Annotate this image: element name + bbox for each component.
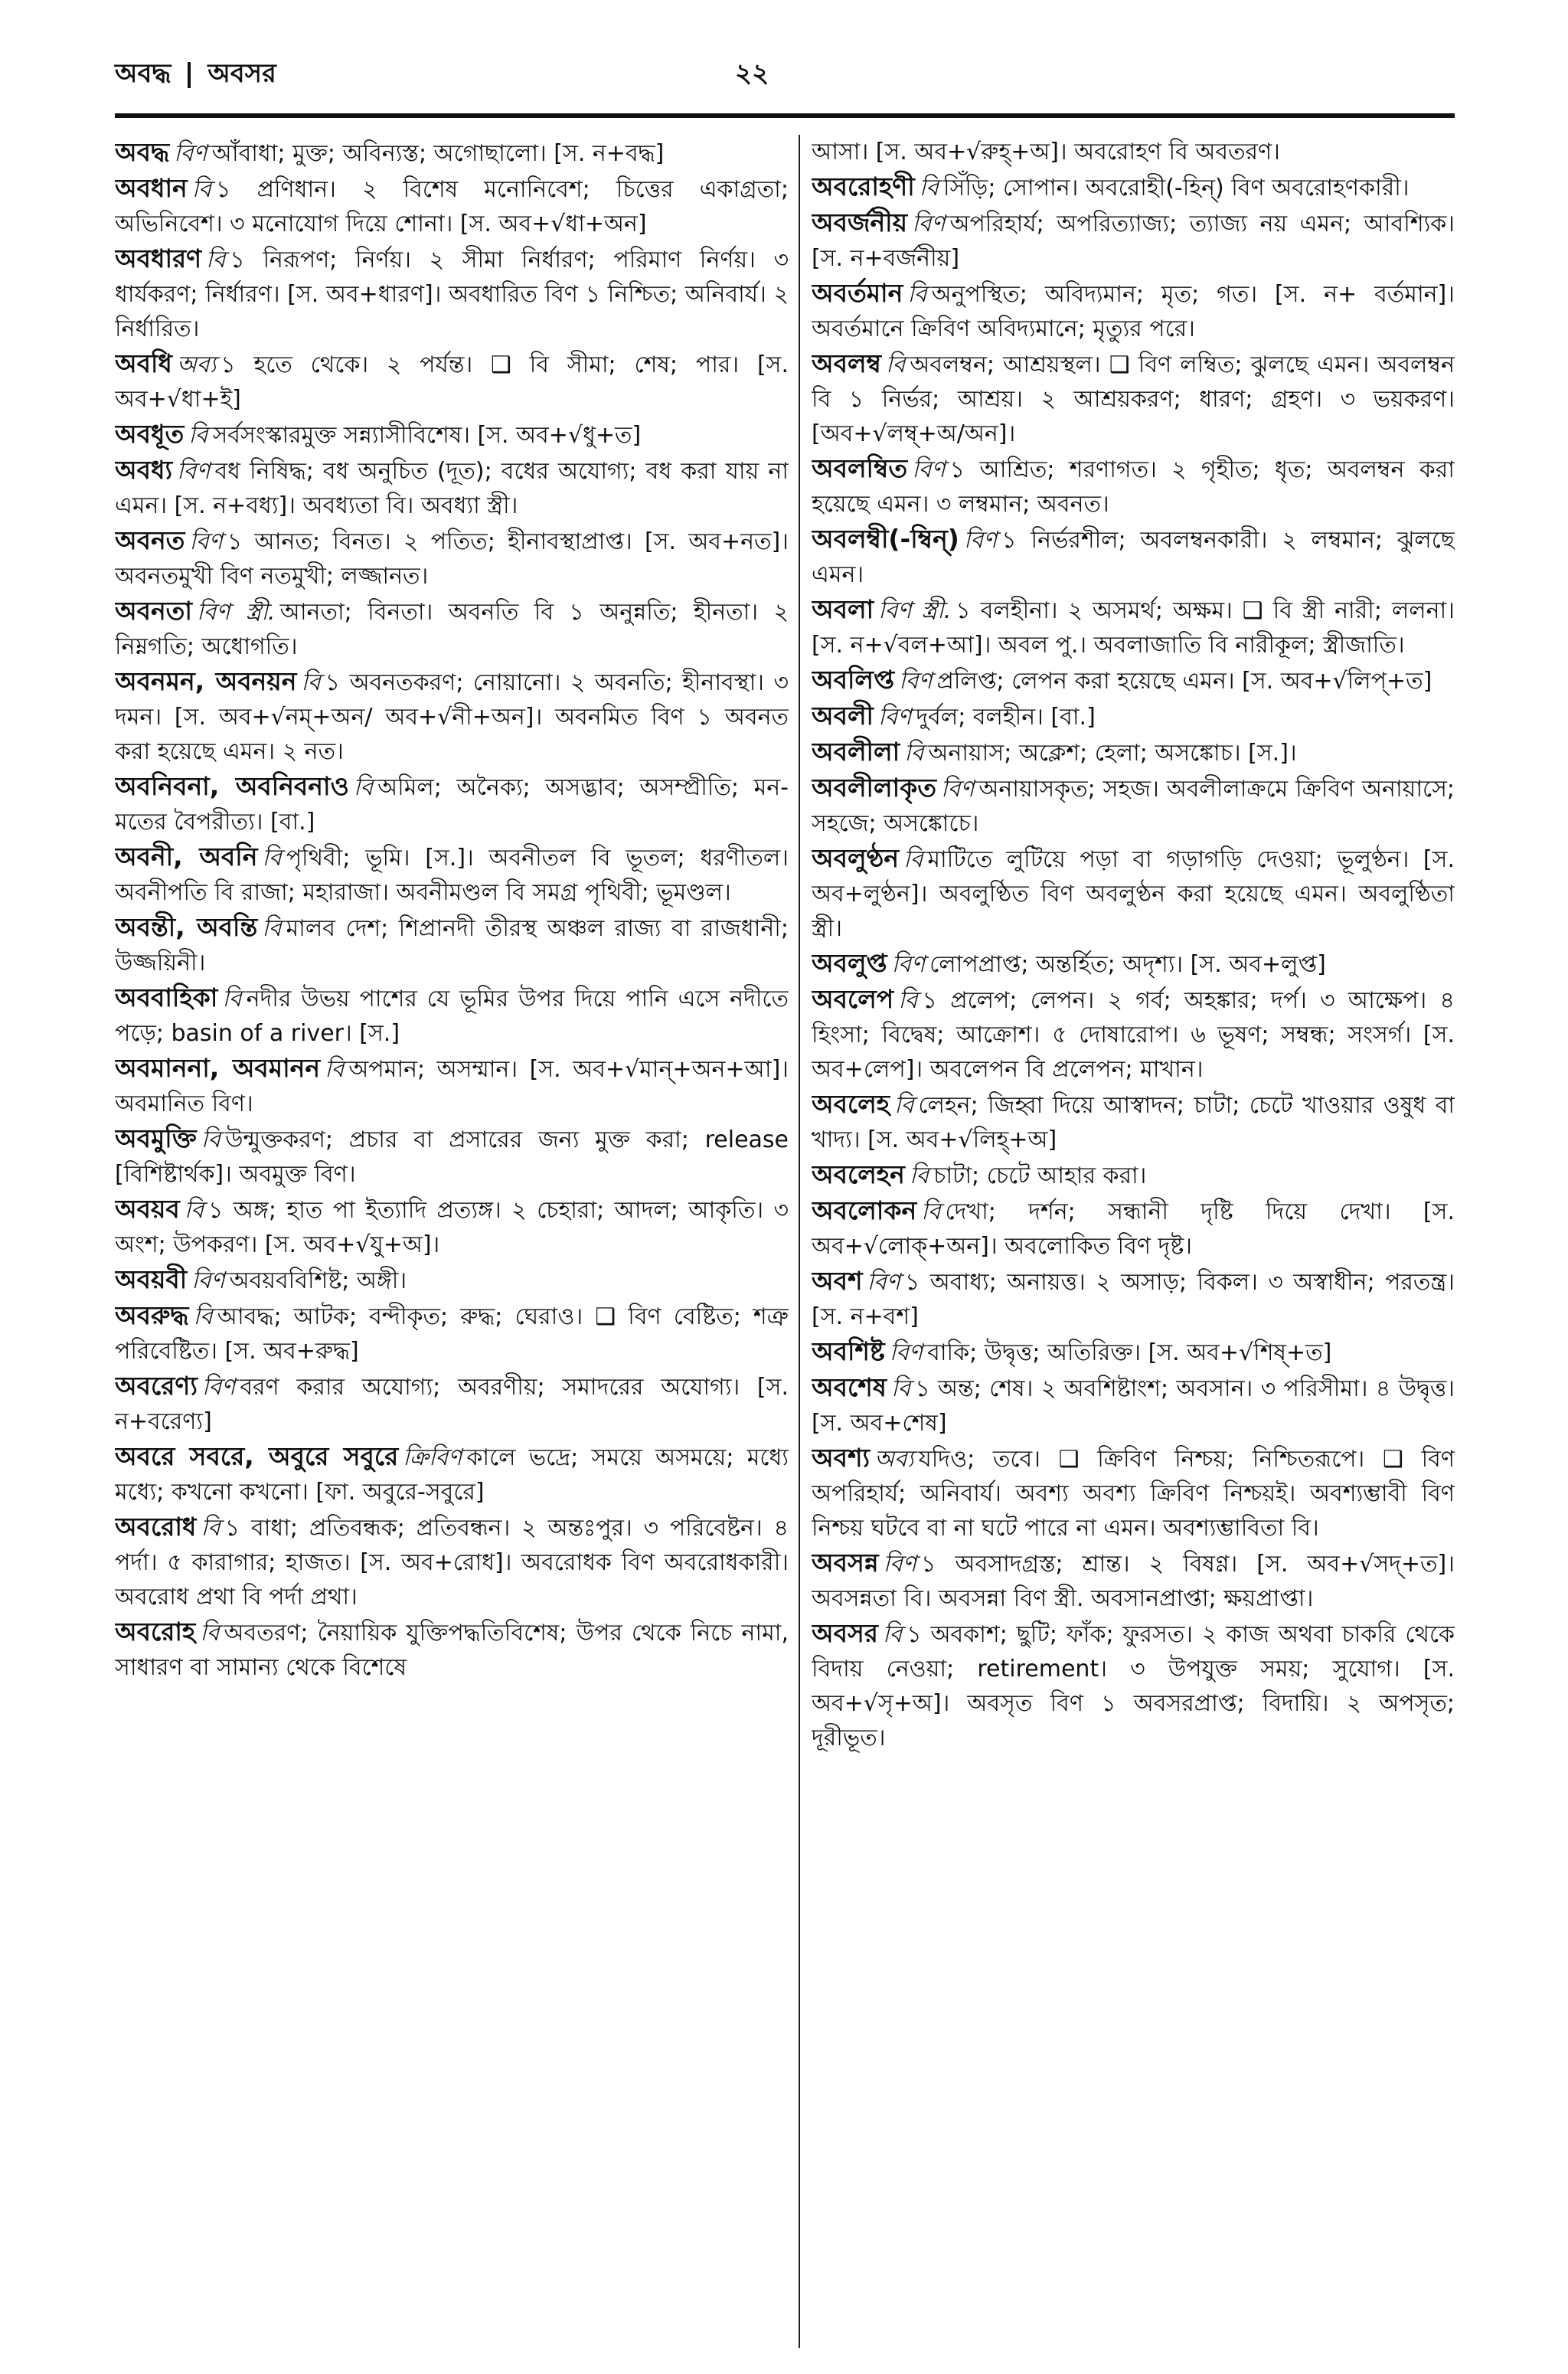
headword: অবরোহণী <box>812 172 915 201</box>
headword: অবলম্বিত <box>812 453 908 483</box>
definition: প্রলিপ্ত; লেপন করা হয়েছে এমন। [স. অব+√লিপ্+ত] <box>936 668 1432 695</box>
dictionary-entry <box>115 135 789 171</box>
headword: অবলেহন <box>812 1159 905 1189</box>
dictionary-entry <box>115 664 789 769</box>
definition: অনায়াস; অক্লেশ; হেলা; অসঙ্কোচ। [স.]। <box>928 740 1297 767</box>
dictionary-entry <box>115 1051 789 1121</box>
definition: ১ আনত; বিনত। ২ পতিত; হীনাবস্থাপ্রাপ্ত। [স. অব+নত]। অবনতমুখী বিণ নতমুখী; লজ্জানত। <box>115 528 789 590</box>
part-of-speech: বিণ <box>201 1374 236 1401</box>
dictionary-entry <box>115 980 789 1051</box>
headword: অবরোধ <box>115 1512 197 1542</box>
dictionary-entry <box>115 1192 789 1262</box>
definition: ১ নিরূপণ; নির্ণয়। ২ সীমা নির্ধারণ; পরিমাণ নির্ণয়। ৩ ধার্যকরণ; নির্ধারণ। [স. অব+ধারণ]। অবধারিত বিণ ১ নিশ্চিত; অনিবার্য। ২ নির্ধারিত। <box>115 247 789 342</box>
headword: অবলেপ <box>812 984 894 1014</box>
definition: দেখা; দর্শন; সন্ধানী দৃষ্টি দিয়ে দেখা। [স. অব+√লোক্+অন]। অবলোকিত বিণ দৃষ্ট। <box>812 1198 1455 1260</box>
dictionary-entry <box>115 910 789 980</box>
part-of-speech: বি <box>262 915 282 942</box>
part-of-speech: বি <box>201 1127 221 1153</box>
part-of-speech: বি <box>909 1162 929 1189</box>
definition: মাটিতে লুটিয়ে পড়া বা গড়াগড়ি দেওয়া; ভূলুণ্ঠন। [স. অব+লুণ্ঠন]। অবলুণ্ঠিত বিণ অবলুণ্ঠন করা হয়েছে এমন। অবলুণ্ঠিতা স্ত্রী। <box>812 846 1455 942</box>
guide-word-last: অবসর <box>207 58 276 89</box>
dictionary-entry <box>812 1157 1455 1193</box>
dictionary-entry <box>812 770 1455 841</box>
dictionary-entry <box>812 982 1455 1087</box>
headword: অবদ্ধ <box>115 137 170 167</box>
part-of-speech: বি <box>353 774 374 801</box>
part-of-speech: বি <box>890 1375 911 1402</box>
dictionary-entry <box>115 1614 789 1685</box>
definition: বধ নিষিদ্ধ; বধ অনুচিত (দূত); বধের অযোগ্য; বধ করা যায় না এমন। [স. ন+বধ্য]। অবধ্যতা বি। অবধ্যা স্ত্রী। <box>115 458 789 519</box>
definition: নদীর উভয় পাশের যে ভূমির উপর দিয়ে পানি এসে নদীতে পড়ে; basin of a river। [স.] <box>115 986 789 1047</box>
definition: সর্বসংস্কারমুক্ত সন্ন্যাসীবিশেষ। [স. অব+√ধু+ত] <box>212 422 642 449</box>
headword: অবসর <box>812 1618 878 1648</box>
definition: লেহন; জিহ্বা দিয়ে আস্বাদন; চাটা; চেটে খাওয়ার ওষুধ বা খাদ্য। [স. অব+√লিহ্+অ] <box>812 1092 1455 1153</box>
definition: আসা। [স. অব+√রুহ্+অ]। অবরোহণ বি অবতরণ। <box>812 139 1280 165</box>
headword: অবলা <box>812 594 874 624</box>
headword: অবধূত <box>115 419 185 449</box>
definition: ১ হতে থেকে। ২ পর্যন্ত। ❑ বি সীমা; শেষ; পার। [স. অব+√ধা+ই] <box>115 352 789 413</box>
definition: কালে ভদ্রে; সময়ে অসময়ে; মধ্যে মধ্যে; কখনো কখনো। [ফা. অবুরে-সবুরে] <box>115 1444 789 1506</box>
part-of-speech: বি <box>184 1197 204 1224</box>
dictionary-entry <box>115 1262 789 1298</box>
dictionary-entry <box>115 453 789 523</box>
definition: ১ প্রণিধান। ২ বিশেষ মনোনিবেশ; চিত্তের একাগ্রতা; অভিনিবেশ। ৩ মনোযোগ দিয়ে শোনা। [স. অব+√ধা+অন] <box>115 176 789 237</box>
headword: অবশিষ্ট <box>812 1336 885 1366</box>
part-of-speech: বিণ <box>940 776 975 803</box>
guide-word-first: অবদ্ধ <box>115 58 172 89</box>
part-of-speech: বি <box>904 740 924 767</box>
definition: উন্মুক্তকরণ; প্রচার বা প্রসারের জন্য মুক্ত করা; release [বিশিষ্টার্থক]। অবমুক্ত বিণ। <box>115 1127 789 1188</box>
definition: ১ অঙ্গ; হাত পা ইত্যাদি প্রত্যঙ্গ। ২ চেহারা; আদল; আকৃতি। ৩ অংশ; উপকরণ। [স. অব+√যু+অ]। <box>115 1197 789 1258</box>
headword: অবধ্য <box>115 455 173 485</box>
definition: মালব দেশ; শিপ্রানদী তীরস্থ অঞ্চল রাজ্য বা রাজধানী; উজ্জয়িনী। <box>115 915 789 976</box>
dictionary-entry <box>115 1121 789 1192</box>
guide-words <box>115 54 276 97</box>
header-rule <box>115 113 1455 118</box>
dictionary-entry <box>115 1509 789 1614</box>
part-of-speech: বি <box>919 175 939 201</box>
part-of-speech: বি <box>903 846 923 873</box>
dictionary-entry <box>812 946 1455 982</box>
headword: অবর্জনীয় <box>812 208 908 237</box>
headword: অবলীলা <box>812 737 900 767</box>
definition: অপরিহার্য; অপরিত্যাজ্য; ত্যাজ্য নয় এমন; আবশ্যিক। [স. ন+বর্জনীয়] <box>812 211 1455 272</box>
dictionary-entry <box>115 839 789 910</box>
part-of-speech: অব্য <box>176 352 217 378</box>
dictionary-entry <box>812 592 1455 662</box>
headword: অবধি <box>115 348 172 378</box>
definition: পৃথিবী; ভূমি। [স.]। অবনীতল বি ভূতল; ধরণীতল। অবনীপতি বি রাজা; মহারাজা। অবনীমণ্ডল বি সমগ্র পৃথিবী; ভূমণ্ডল। <box>115 845 789 906</box>
definition: ১ অন্ত; শেষ। ২ অবশিষ্টাংশ; অবসান। ৩ পরিসীমা। ৪ উদ্বৃত্ত। [স. অব+শেষ] <box>812 1375 1455 1437</box>
page-header <box>115 54 1455 107</box>
part-of-speech: বিণ <box>191 1267 225 1294</box>
headword: অবরুদ্ধ <box>115 1300 189 1330</box>
definition: চাটা; চেটে আহার করা। <box>933 1162 1147 1189</box>
headword: অবশেষ <box>812 1372 887 1402</box>
dictionary-entry <box>812 135 1455 169</box>
dictionary-entry <box>812 1087 1455 1157</box>
part-of-speech: বিণ <box>174 140 207 167</box>
page-number: ২২ <box>735 58 769 89</box>
dictionary-entry <box>812 1616 1455 1755</box>
headword: অবলম্ব <box>812 348 881 378</box>
part-of-speech: বি <box>262 845 282 871</box>
definition: অপমান; অসম্মান। [স. অব+√মান্+অন+আ]। অবমানিত বিণ। <box>115 1056 789 1117</box>
headword: অবলম্বী(-ম্বিন্) <box>812 524 959 554</box>
dictionary-entry <box>115 523 789 594</box>
definition: ১ অবকাশ; ছুটি; ফাঁক; ফুরসত। ২ কাজ অথবা চাকরি থেকে বিদায় নেওয়া; retirement। ৩ উপযুক্ত সময়; সুযোগ। [স. অব+√সৃ+অ]। অবসৃত বিণ ১ অবসরপ্রাপ্ত; বিদায়ি। ২ অপসৃত; দূরীভূত। <box>812 1621 1455 1751</box>
part-of-speech: বিণ <box>177 458 211 485</box>
headword: অবলোকন <box>812 1195 917 1225</box>
definition: ১ বাধা; প্রতিবন্ধক; প্রতিবন্ধন। ২ অন্তঃপুর। ৩ পরিবেষ্টন। ৪ পর্দা। ৫ কারাগার; হাজত। [স. অব+রোধ]। অবরোধক বিণ অবরোধকারী। অবরোধ প্রথা বি পর্দা প্রথা। <box>115 1515 789 1610</box>
dictionary-entry <box>115 346 789 417</box>
headword: অবমাননা, অবমানন <box>115 1053 321 1083</box>
definition: ১ অবনতকরণ; নোয়ানো। ২ অবনতি; হীনাবস্থা। ৩ দমন। [স. অব+√নম্+অন/ অব+√নী+অন]। অবনমিত বিণ ১ অবনত করা হয়েছে এমন। ২ নত। <box>115 669 789 765</box>
part-of-speech: বিণ <box>883 1551 917 1578</box>
right-column <box>812 135 1455 2356</box>
definition: বরণ করার অযোগ্য; অবরণীয়; সমাদরের অযোগ্য। [স. ন+বরেণ্য] <box>115 1374 789 1435</box>
part-of-speech: বি <box>898 987 918 1014</box>
part-of-speech: বি <box>894 1092 914 1119</box>
definition: লোপপ্রাপ্ত; অন্তর্হিত; অদৃশ্য। [স. অব+লুপ্ত] <box>929 951 1326 978</box>
dictionary-entry <box>115 1439 789 1509</box>
headword: অবলুণ্ঠন <box>812 843 900 873</box>
definition: ১ বলহীনা। ২ অসমর্থ; অক্ষম। ❑ বি স্ত্রী নারী; ললনা। [স. ন+√বল+আ]। অবল পু.। অবলাজাতি বি নারীকূল; স্ত্রীজাতি। <box>812 597 1455 659</box>
headword: অবনতা <box>115 596 192 626</box>
headword: অবরোহ <box>115 1617 196 1646</box>
dictionary-entry <box>115 171 789 241</box>
dictionary-entry <box>115 769 789 839</box>
headword: অবশ <box>812 1266 863 1296</box>
headword: অবলিপ্ত <box>812 665 895 695</box>
part-of-speech: বি <box>201 1515 220 1542</box>
definition: অনায়াসকৃত; সহজ। অবলীলাক্রমে ক্রিবিণ অনায়াসে; সহজে; অসঙ্কোচে। <box>812 776 1455 837</box>
dictionary-entry <box>115 594 789 664</box>
dictionary-entry <box>812 276 1455 346</box>
headword: অববাহিকা <box>115 983 218 1012</box>
headword: অবরেণ্য <box>115 1371 198 1401</box>
left-column <box>115 135 789 2356</box>
part-of-speech: বি <box>882 1621 903 1648</box>
part-of-speech: বি <box>188 422 208 449</box>
headword: অবধারণ <box>115 244 202 273</box>
column-divider <box>799 135 800 2348</box>
part-of-speech: বিণ <box>912 211 946 237</box>
headword: অবলেহ <box>812 1089 890 1119</box>
dictionary-entry <box>812 1545 1455 1616</box>
dictionary-entry <box>115 1368 789 1439</box>
headword: অবলীলাকৃত <box>812 773 936 803</box>
part-of-speech: বিণ <box>867 1269 900 1296</box>
definition: অবয়ববিশিষ্ট; অঙ্গী। <box>229 1267 407 1294</box>
guide-separator <box>188 62 191 88</box>
dictionary-entry <box>812 734 1455 770</box>
dictionary-entry <box>812 1440 1455 1545</box>
part-of-speech: বিণ <box>899 668 933 695</box>
part-of-speech: বি <box>907 281 927 308</box>
dictionary-entry <box>812 522 1455 592</box>
definition: যদিও; তবে। ❑ ক্রিবিণ নিশ্চয়; নিশ্চিতরূপে। ❑ বিণ অপরিহার্য; অনিবার্য। অবশ্য অবশ্য ক্রিবিণ নিশ্চয়ই। অবশ্যম্ভাবী বিণ নিশ্চয় ঘটবে বা না ঘটে পারে না এমন। অবশ্যম্ভাবিতা বি। <box>812 1446 1455 1542</box>
headword: অবলী <box>812 701 874 731</box>
headword: অবনিবনা, অবনিবনাও <box>115 771 349 801</box>
dictionary-entry <box>812 662 1455 698</box>
definition: সিঁড়ি; সোপান। অবরোহী(-হিন্) বিণ অবরোহণকারী। <box>942 175 1410 201</box>
dictionary-entry <box>115 241 789 346</box>
definition: অনুপস্থিত; অবিদ্যমান; মৃত; গত। [স. ন+ বর্তমান]। অবর্তমানে ক্রিবিণ অবিদ্যমানে; মৃত্যুর পরে। <box>812 281 1455 342</box>
part-of-speech: ক্রিবিণ <box>403 1444 462 1471</box>
definition: আঁবাধা; মুক্ত; অবিন্যস্ত; অগোছালো। [স. ন+বদ্ধ] <box>211 140 665 167</box>
headword: অবনত <box>115 525 185 555</box>
headword: অবনী, অবনি <box>115 842 258 871</box>
dictionary-entry <box>812 451 1455 522</box>
part-of-speech: বি <box>222 986 242 1012</box>
dictionary-entry <box>812 169 1455 205</box>
part-of-speech: বি <box>325 1056 345 1083</box>
definition: অবতরণ; নৈয়ায়িক যুক্তিপদ্ধতিবিশেষ; উপর থেকে নিচে নামা, সাধারণ বা সামান্য থেকে বিশেষে <box>115 1620 789 1681</box>
part-of-speech: অব্য <box>874 1446 914 1473</box>
definition: আবদ্ধ; আটক; বন্দীকৃত; রুদ্ধ; ঘেরাও। ❑ বিণ বেষ্টিত; শত্রু পরিবেষ্টিত। [স. অব+রুদ্ধ] <box>115 1303 789 1365</box>
part-of-speech: বিণ স্ত্রী. <box>196 599 276 626</box>
headword: অবলুপ্ত <box>812 948 887 978</box>
definition: বাকি; উদ্বৃত্ত; অতিরিক্ত। [স. অব+√শিষ্+ত] <box>927 1339 1332 1366</box>
definition: ১ নির্ভরশীল; অবলম্বনকারী। ২ লম্বমান; ঝুলছে এমন। <box>812 527 1455 588</box>
headword: অবন্তী, অবন্তি <box>115 912 258 942</box>
definition: আনতা; বিনতা। অবনতি বি ১ অনুন্নতি; হীনতা। ২ নিম্নগতি; অধোগতি। <box>115 599 789 660</box>
dictionary-entry <box>812 698 1455 734</box>
part-of-speech: বিণ <box>912 456 946 483</box>
headword: অবয়বী <box>115 1264 188 1294</box>
dictionary-entry <box>115 417 789 453</box>
part-of-speech: বিণ <box>189 528 223 555</box>
definition: ১ আশ্রিত; শরণাগত। ২ গৃহীত; ধৃত; অবলম্বন করা হয়েছে এমন। ৩ লম্বমান; অবনত। <box>812 456 1455 518</box>
part-of-speech: বি <box>885 352 906 378</box>
definition: ১ প্রলেপ; লেপন। ২ গর্ব; অহঙ্কার; দর্প। ৩ আক্ষেপ। ৪ হিংসা; বিদ্বেষ; আক্রোশ। ৫ দোষারোপ। ৬ ভূষণ; সম্বন্ধ; সংসর্গ। [স. অব+লেপ]। অবলেপন বি প্রলেপন; মাখান। <box>812 987 1455 1083</box>
part-of-speech: বি <box>191 176 211 203</box>
dictionary-entry <box>812 1370 1455 1440</box>
definition: ১ অবাধ্য; অনায়ত্ত। ২ অসাড়; বিকল। ৩ অস্বাধীন; পরতন্ত্র। [স. ন+বশ] <box>812 1269 1455 1330</box>
definition: অমিল; অনৈক্য; অসদ্ভাব; অসম্প্রীতি; মন-মতের বৈপরীত্য। [বা.] <box>115 774 789 835</box>
part-of-speech: বি <box>193 1303 213 1330</box>
dictionary-entry <box>812 841 1455 946</box>
definition: অবলম্বন; আশ্রয়স্থল। ❑ বিণ লম্বিত; ঝুলছে এমন। অবলম্বন বি ১ নির্ভর; আশ্রয়। ২ আশ্রয়করণ; ধারণ; গ্রহণ। ৩ ভয়করণ। [অব+√লম্ব্+অ/অন]। <box>812 352 1455 447</box>
part-of-speech: বিণ <box>891 951 926 978</box>
part-of-speech: বি <box>200 1620 220 1646</box>
part-of-speech: বিণ স্ত্রী. <box>878 597 952 624</box>
headword: অবসন্ন <box>812 1548 879 1578</box>
headword: অবর্তমান <box>812 278 903 308</box>
part-of-speech: বিণ <box>963 527 998 554</box>
part-of-speech: বিণ <box>877 704 912 731</box>
definition: ১ অবসাদগ্রস্ত; শ্রান্ত। ২ বিষণ্ণ। [স. অব+√সদ্+ত]। অবসন্নতা বি। অবসন্না বিণ স্ত্রী. অবসানপ্রাপ্তা; ক্ষয়প্রাপ্তা। <box>812 1551 1455 1612</box>
part-of-speech: বি <box>301 669 321 696</box>
headword: অবধান <box>115 173 188 203</box>
headword: অবমুক্তি <box>115 1123 197 1153</box>
headword: অবনমন, অবনয়ন <box>115 666 297 696</box>
headword: অবয়ব <box>115 1194 180 1224</box>
dictionary-entry <box>812 205 1455 276</box>
dictionary-entry <box>115 1298 789 1368</box>
dictionary-entry <box>812 1193 1455 1264</box>
dictionary-entry <box>812 1264 1455 1334</box>
definition: দুর্বল; বলহীন। [বা.] <box>916 704 1096 731</box>
headword: অবশ্য <box>812 1443 871 1473</box>
part-of-speech: বি <box>921 1198 941 1225</box>
dictionary-entry <box>812 1334 1455 1370</box>
part-of-speech: বি <box>206 247 226 273</box>
part-of-speech: বিণ <box>889 1339 923 1366</box>
headword: অবরে সবরে, অবুরে সবুরে <box>115 1441 399 1471</box>
dictionary-entry <box>812 346 1455 451</box>
